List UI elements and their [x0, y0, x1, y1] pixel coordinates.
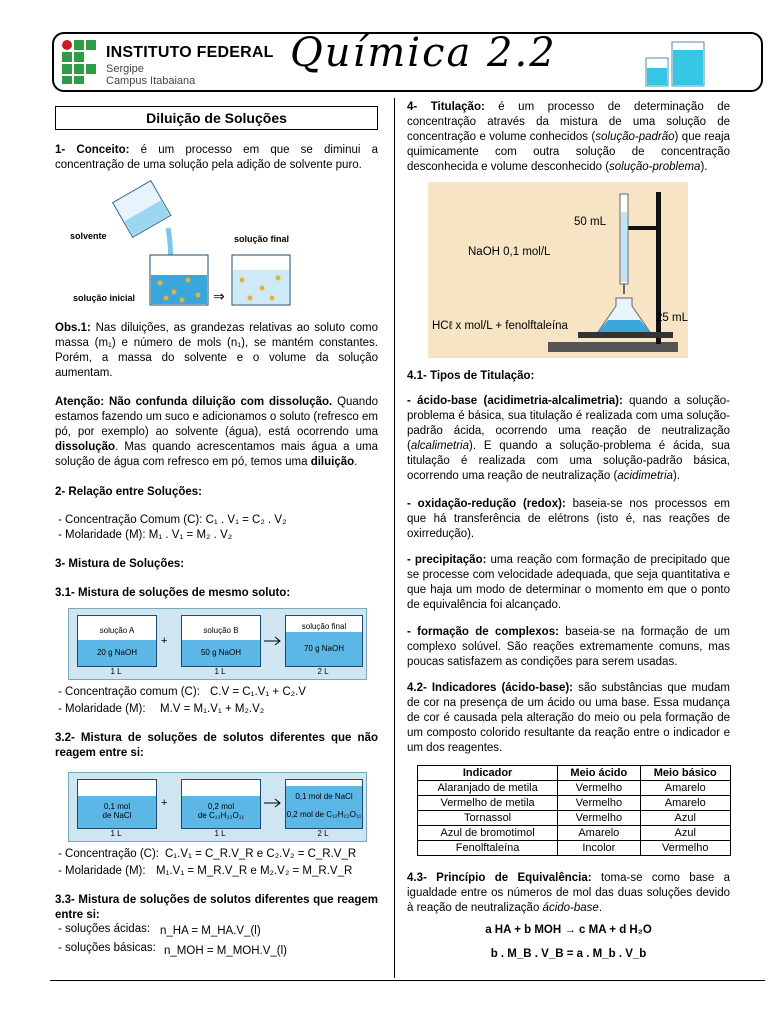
m31-cc: - Concentração comum (C):	[58, 686, 200, 698]
m31-cc-formula: C.V = C₁.V₁ + C₂.V	[210, 686, 306, 698]
volume-sucrose: 1 L	[214, 829, 226, 838]
equivalence-formula: b . M_B . V_B = a . M_b . V_b	[490, 948, 647, 960]
relacao-title: 2- Relação entre Soluções:	[55, 486, 202, 498]
label-50ml: 50 mL	[574, 216, 606, 228]
label-solucao-final: solução final	[234, 234, 290, 244]
m31-title: 3.1- Mistura de soluções de mesmo soluto:	[55, 587, 291, 599]
m32-cc: - Concentração (C):	[58, 848, 159, 860]
relacao-mol: - Molaridade (M): M₁ . V₁ = M₂ . V₂	[58, 529, 233, 541]
plus-icon: +	[161, 797, 168, 809]
equivalencia-paragraph: 4.3- Princípio de Equivalência: toma-se como base a igualdade entre os números de mol das duas soluções devido à reação de neutralização ácido-base.	[407, 872, 730, 914]
label-naoh: NaOH 0,1 mol/L	[468, 246, 551, 258]
volume-final: 2 L	[317, 667, 329, 676]
m32-mol-formula: M₁.V₁ = M_R.V_R e M₂.V₂ = M_R.V_R	[156, 865, 353, 877]
volume-mix: 2 L	[317, 829, 329, 838]
titulacao-paragraph: 4- Titulação: é um processo de determinação de concentração através da mistura de uma solução de concentração e volume conhecidos (solução-padrão) que reaja quimicamente com outra solução de concentração desconhecida e volume desconhecido (solução-problema).	[407, 101, 730, 173]
mistura-title: 3- Mistura de Soluções:	[55, 558, 185, 570]
m33-base-formula: n_MOH = M_MOH.V_(l)	[164, 945, 288, 957]
redox-paragraph: - oxidação-redução (redox): baseia-se nos processos em que há transferência de elétrons (isto é, nas reações de oxirredução).	[407, 498, 730, 540]
precipitacao-paragraph: - precipitação: uma reação com formação de precipitado que se processe com velocidade adequada, que seja quantitativa e que haja um modo de determinar o momento em que o ponto de equivalência foi alcançado.	[407, 554, 731, 611]
institute-name: INSTITUTO FEDERAL	[106, 44, 274, 61]
table-header: Meio básico	[640, 766, 731, 781]
acido-base-paragraph: - ácido-base (acidimetria-alcalimetria): quando a solução-problema é básica, sua titulação é realizada com uma solução-padrão ácida, ocorrendo uma reação de neutralização (alcalimetria). E quando a solução-problema é ácida, sua titulação é realizada com uma solução-padrão básica, ocorrendo uma reação de neutralização (acidimetria).	[407, 395, 730, 482]
beaker-a: solução A 20 g NaOH	[77, 615, 157, 667]
indicators-table	[417, 765, 731, 856]
beaker-b: solução B 50 g NaOH	[181, 615, 261, 667]
obs1-paragraph: Obs.1: Nas diluições, as grandezas relativas ao soluto como massa (m₁) e número de mols (n₁), se mantém constantes. Porém, a massa do solvente e o volume da solução aumentam.	[55, 322, 379, 379]
table-row: Vermelho de metila Vermelho Amarelo	[418, 796, 731, 811]
m31-mol-formula: M.V = M₁.V₁ + M₂.V₂	[160, 703, 265, 715]
bottom-rule	[50, 980, 765, 981]
m33-acid-formula: n_HA = M_HA.V_(l)	[160, 925, 261, 937]
arrow-icon: ⇒	[213, 288, 225, 304]
mixture-different-solutes-figure	[68, 772, 367, 842]
table-row: Tornassol Vermelho Azul	[418, 811, 731, 826]
label-solvente: solvente	[70, 231, 107, 241]
label-25ml: 25 mL	[656, 312, 688, 324]
page-title: Química 2.2	[290, 30, 557, 76]
institute-logo	[62, 40, 98, 84]
label-hcl: HCℓ x mol/L + fenolftaleína	[432, 320, 568, 332]
table-row: Azul de bromotimol Amarelo Azul	[418, 826, 731, 841]
section-title: Diluição de Soluções	[55, 106, 378, 130]
m33-title: 3.3- Mistura de soluções de solutos diferentes que reagem entre si:	[55, 894, 378, 921]
table-header: Meio ácido	[558, 766, 640, 781]
volume-b: 1 L	[214, 667, 226, 676]
indicadores-paragraph: 4.2- Indicadores (ácido-base): são substâncias que mudam de cor na presença de um ácido ou uma base. Essa mudança de cor é causada pela alteração do meio ou pela formação de um composto colorido resultante da reação entre o indicador e um dos reagentes.	[407, 682, 730, 754]
beakers-icon	[640, 36, 710, 90]
beaker-mix: 0,1 mol de NaCl 0,2 mol de C₁₂H₂₂O₁₁	[285, 779, 363, 829]
mixture-same-solute-figure	[68, 608, 367, 680]
m33-base: - soluções básicas:	[58, 942, 156, 954]
table-row: Fenolftaleína Incolor Vermelho	[418, 841, 731, 856]
relacao-cc: - Concentração Comum (C): C₁ . V₁ = C₂ . V₂	[58, 514, 287, 526]
column-divider	[394, 98, 395, 978]
titration-figure	[428, 182, 688, 358]
tipos-title: 4.1- Tipos de Titulação:	[407, 370, 535, 382]
table-header: Indicador	[418, 766, 558, 781]
concept-paragraph: 1- Conceito: é um processo em que se diminui a concentração de uma solução pela adição de solvente puro.	[55, 144, 379, 171]
attention-paragraph: Atenção: Não confunda diluição com dissolução. Quando estamos fazendo um suco e adicionamos o soluto (refresco em pó, por exemplo) ao solvente (água), está ocorrendo uma dissolução. Mas quando acrescentamos mais água a uma solução de água com refresco em pó, temos uma diluição.	[55, 396, 378, 468]
beaker-sucrose: 0,2 mol de C₁₂H₂₂O₁₁	[181, 779, 261, 829]
dilution-figure	[70, 180, 300, 310]
m31-mol: - Molaridade (M):	[58, 703, 146, 715]
m32-mol: - Molaridade (M):	[58, 865, 146, 877]
m32-cc-formula: C₁.V₁ = C_R.V_R e C₂.V₂ = C_R.V_R	[165, 848, 357, 860]
plus-icon: +	[161, 635, 168, 647]
reaction-equation: a HA + b MOH → c MA + d H₂O	[485, 924, 652, 936]
institute-subtitle: Sergipe Campus Itabaiana	[106, 63, 196, 87]
table-row: Alaranjado de metila Vermelho Amarelo	[418, 781, 731, 796]
complexos-paragraph: - formação de complexos: baseia-se na formação de um complexo solúvel. São reações extremamente comuns, mas poucas satisfazem as condições para serem usadas.	[407, 626, 730, 668]
label-solucao-inicial: solução inicial	[73, 293, 136, 303]
volume-a: 1 L	[110, 667, 122, 676]
volume-nacl: 1 L	[110, 829, 122, 838]
beaker-final: solução final 70 g NaOH	[285, 615, 363, 667]
beaker-nacl: 0,1 mol de NaCl	[77, 779, 157, 829]
m32-title: 3.2- Mistura de soluções de solutos diferentes que não reagem entre si:	[55, 732, 378, 759]
m33-acid: - soluções ácidas:	[58, 923, 151, 935]
